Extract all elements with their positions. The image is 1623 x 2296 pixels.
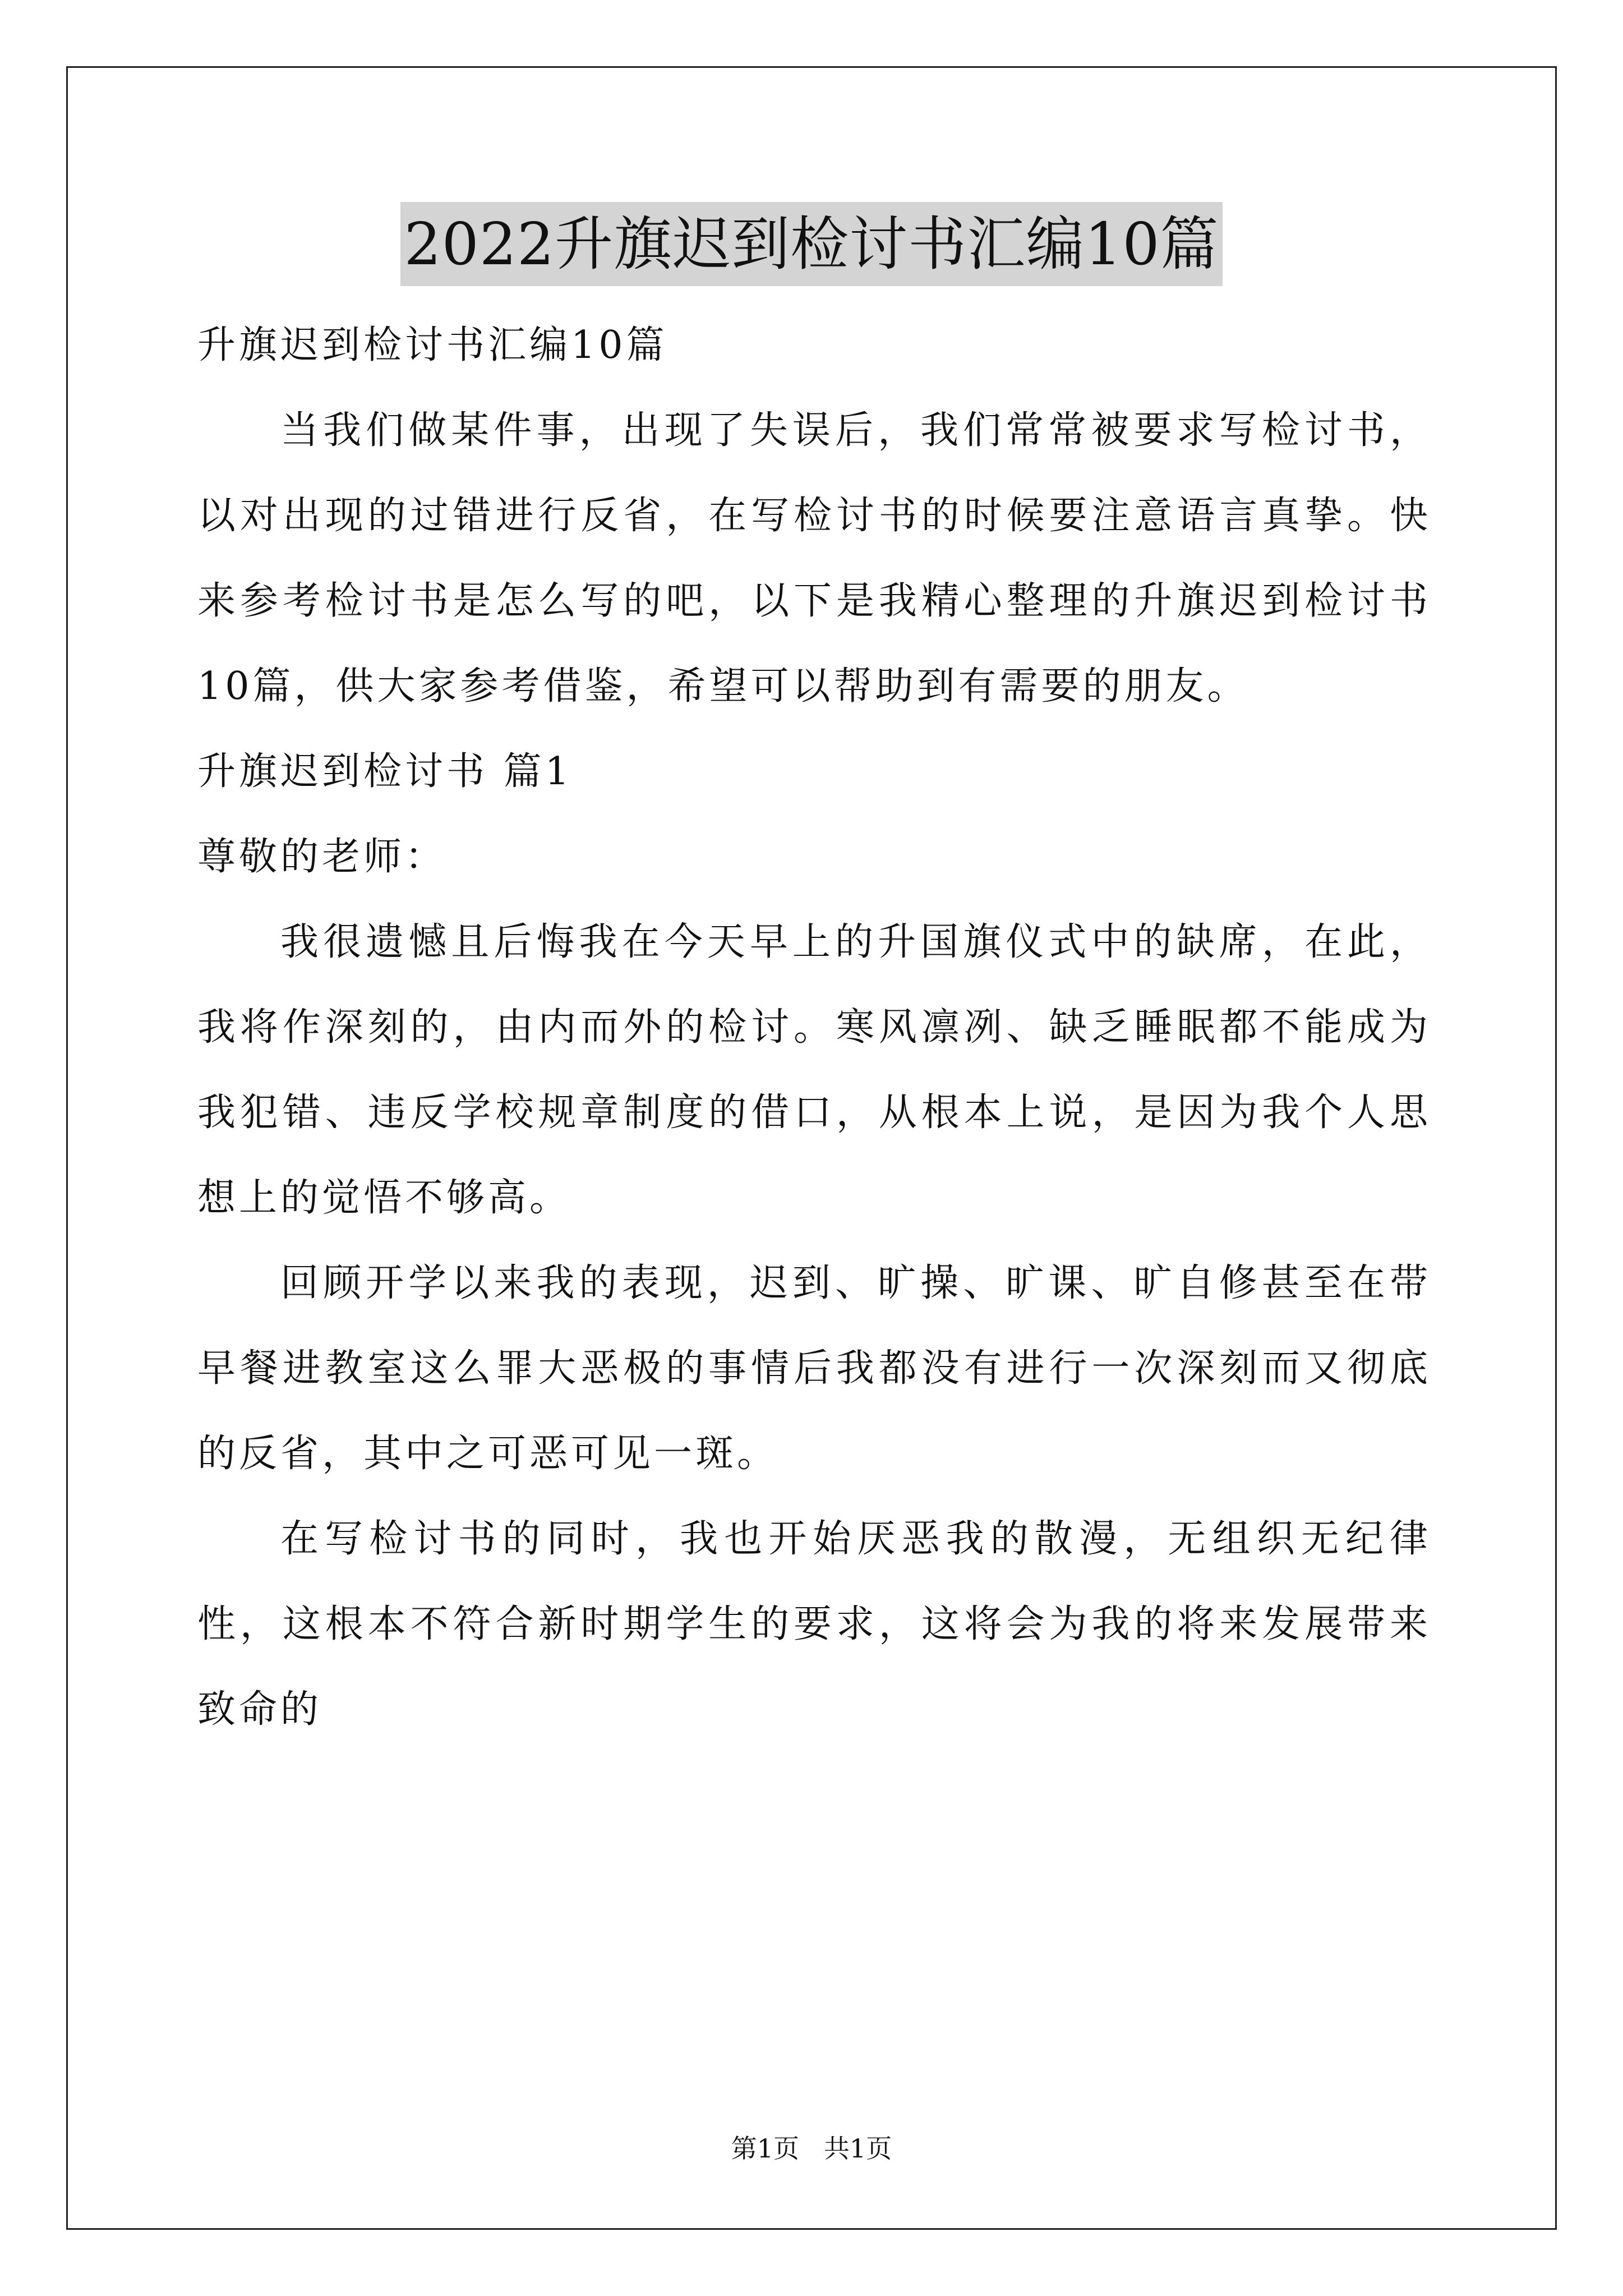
document-title: 2022升旗迟到检讨书汇编10篇 xyxy=(400,202,1222,286)
title-container xyxy=(0,202,1623,286)
salutation: 尊敬的老师： xyxy=(197,835,447,879)
body-paragraph: 在写检讨书的同时，我也开始厌恶我的散漫，无组织无纪律性，这根本不符合新时期学生的要求，这将会为我的将来发展带来致命的 xyxy=(197,1517,1431,1732)
subtitle-paragraph: 升旗迟到检讨书汇编10篇 xyxy=(197,323,668,367)
page-footer: 第1页 共1页 xyxy=(731,2133,892,2164)
body-paragraph: 我很遗憾且后悔我在今天早上的升国旗仪式中的缺席，在此，我将作深刻的，由内而外的检讨。寒风凛冽、缺乏睡眠都不能成为我犯错、违反学校规章制度的借口，从根本上说，是因为我个人思想上的觉悟不够高。 xyxy=(197,920,1431,1220)
section-heading: 升旗迟到检讨书 篇1 xyxy=(197,749,573,794)
intro-paragraph: 当我们做某件事，出现了失误后，我们常常被要求写检讨书，以对出现的过错进行反省，在写检讨书的时候要注意语言真挚。快来参考检讨书是怎么写的吧，以下是我精心整理的升旗迟到检讨书10篇，供大家参考借鉴，希望可以帮助到有需要的朋友。 xyxy=(197,408,1431,708)
document-body xyxy=(197,303,1431,1752)
body-paragraph: 回顾开学以来我的表现，迟到、旷操、旷课、旷自修甚至在带早餐进教室这么罪大恶极的事情后我都没有进行一次深刻而又彻底的反省，其中之可恶可见一斑。 xyxy=(197,1261,1431,1476)
